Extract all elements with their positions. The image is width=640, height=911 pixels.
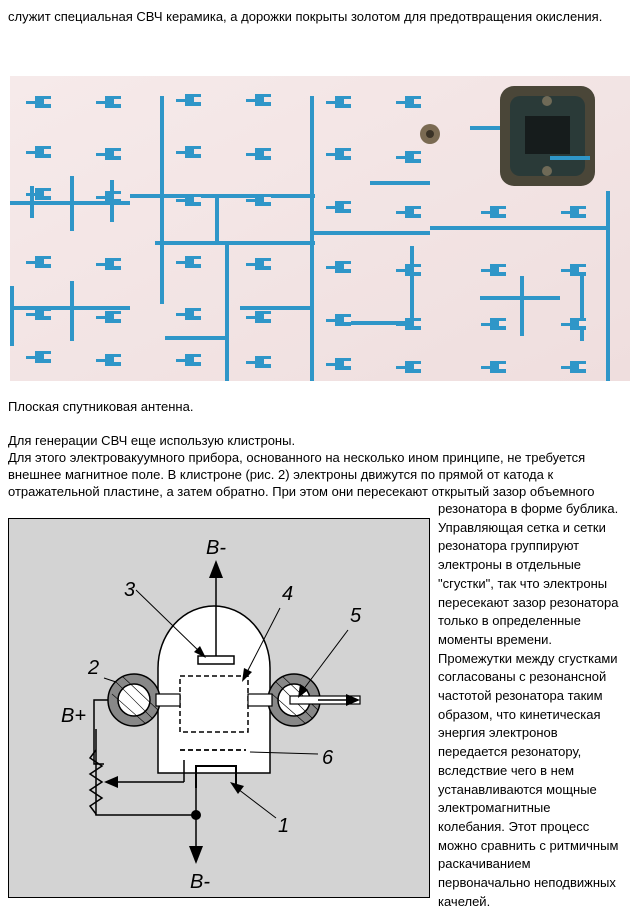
- klystron-paragraph: [8, 432, 630, 500]
- side-line: качелей.: [438, 893, 491, 909]
- side-line: энергия электронов: [438, 725, 558, 741]
- label-6: 6: [322, 747, 334, 769]
- paragraph-line: отражательной пластине, а затем обратно. При этом они пересекают открытый зазор объемного: [8, 484, 595, 499]
- klystron-diagram: [8, 518, 430, 898]
- side-line: колебания. Этот процесс: [438, 818, 590, 834]
- side-line: Управляющая сетка и сетки: [438, 519, 606, 535]
- side-line: согласованы с резонансной: [438, 669, 607, 685]
- side-line: Промежутки между сгустками: [438, 650, 618, 666]
- intro-text: служит специальная СВЧ керамика, а дорожки покрыты золотом для предотвращения окисления.: [8, 9, 603, 24]
- side-line: "сгустки", так что электроны: [438, 575, 608, 591]
- label-b-minus-bottom: B-: [190, 871, 210, 893]
- side-line: устанавливаются мощные: [438, 781, 597, 797]
- side-line: резонатора группируют: [438, 538, 580, 554]
- paragraph-line: Для этого электровакуумного прибора, основанного на несколько ином принципе, не требуется: [8, 450, 586, 465]
- side-line: электромагнитные: [438, 800, 551, 816]
- side-line: передается резонатору,: [438, 744, 582, 760]
- side-line: частотой резонатора таким: [438, 688, 603, 704]
- label-3: 3: [124, 579, 136, 601]
- side-line: моменты времени.: [438, 631, 553, 647]
- paragraph-line: Для генерации СВЧ еще использую клистроны.: [8, 433, 296, 448]
- paragraph-line: внешнее магнитное поле. В клистроне (рис. 2) электроны движутся по прямой от катода к: [8, 467, 554, 482]
- side-line: пересекают зазор резонатора: [438, 594, 619, 610]
- label-2: 2: [88, 657, 100, 679]
- side-text: [438, 500, 638, 911]
- photo-caption: Плоская спутниковая антенна.: [8, 399, 194, 414]
- label-4: 4: [282, 583, 294, 605]
- side-line: вследствие чего в нем: [438, 762, 575, 778]
- antenna-photo: [10, 76, 630, 381]
- side-line: раскачиванием: [438, 856, 531, 872]
- side-line: только в определенные: [438, 613, 581, 629]
- side-line: образом, что кинетическая: [438, 706, 601, 722]
- label-b-plus: B+: [61, 705, 87, 727]
- label-5: 5: [350, 605, 362, 627]
- label-b-minus-top: B-: [206, 537, 226, 559]
- side-line: можно сравнить с ритмичным: [438, 837, 619, 853]
- label-1: 1: [278, 815, 290, 837]
- side-line: резонатора в форме бублика.: [438, 501, 619, 516]
- side-line: первоначально неподвижных: [438, 875, 616, 891]
- side-line: электроны в отдельные: [438, 557, 582, 573]
